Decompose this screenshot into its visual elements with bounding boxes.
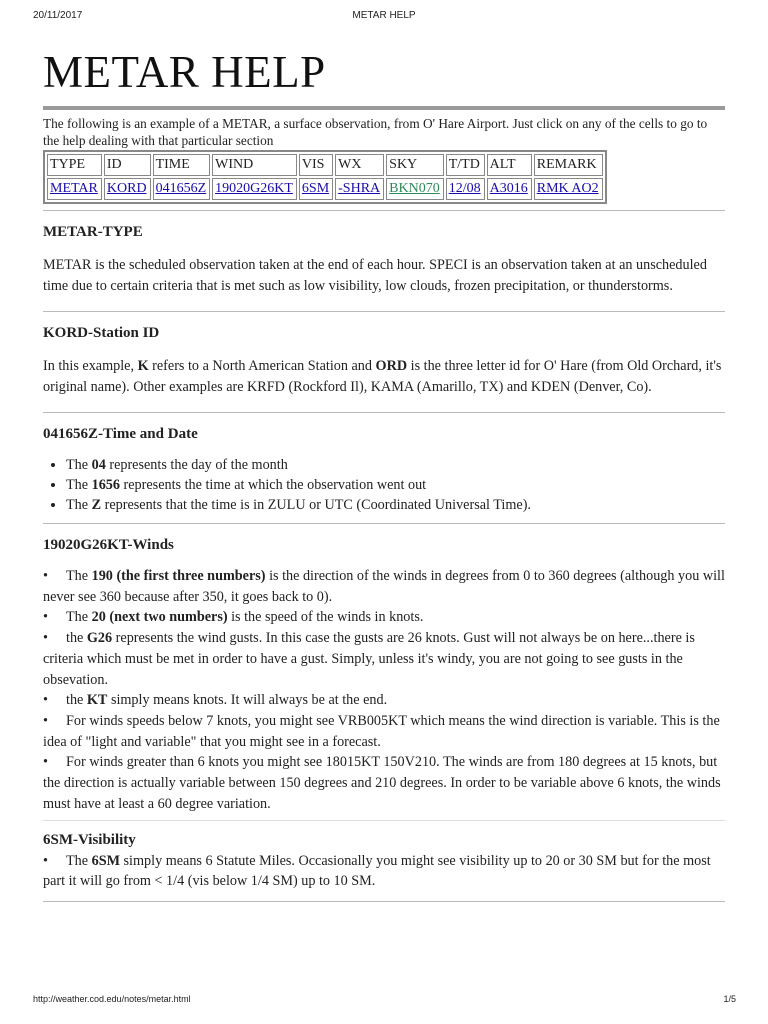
section-station-id [43,324,725,398]
header-cell-time: TIME [153,154,211,176]
visibility-text [43,851,725,891]
link-vis[interactable]: 6SM [301,181,330,196]
body-text: In this example, [43,358,138,374]
section-heading: METAR-TYPE [43,224,143,240]
body-bold: K [137,358,149,374]
list-item: • The 6SM simply means 6 Statute Miles. Occasionally you might see visibility up to 20 or 30 SM but for the most part it will go from < 1/4 (vis below 1/4 SM) up to 10 SM. [43,853,711,889]
body-text: is the three letter id for O' Hare (from Old Orchard, it's original name). Other examples are KRFD (Rockford Il), KAMA (Amarillo, TX) and KDEN (Denver, Co). [43,358,722,395]
metar-table-link-row [47,178,603,200]
print-title: METAR HELP [352,10,416,21]
section-divider [43,820,725,821]
section-divider [43,210,725,211]
link-sky[interactable]: BKN070 [389,181,440,196]
section-heading: 041656Z-Time and Date [43,426,198,442]
header-cell-id: ID [104,154,151,176]
print-header [0,10,768,24]
link-metar[interactable]: METAR [50,181,98,196]
list-item: • the KT simply means knots. It will always be at the end. [43,690,725,711]
page-title: METAR HELP [43,47,326,97]
link-wx[interactable]: -SHRA [338,181,381,196]
header-cell-remark: REMARK [534,154,603,176]
metar-table-header-row [47,154,603,176]
header-cell-type: TYPE [47,154,102,176]
page-number: 1/5 [723,994,736,1004]
section-body: METAR is the scheduled observation taken at the end of each hour. SPECI is an observation taken at an unscheduled time due to certain criteria that is met such as low visibility, low clouds, frozen precipitation, or thunderstorms. [43,257,707,294]
section-divider [43,523,725,524]
header-cell-vis: VIS [299,154,333,176]
section-winds [43,536,725,814]
header-cell-wx: WX [335,154,384,176]
list-item: • The 04 represents the day of the month [66,455,725,475]
header-cell-ttd: T/TD [446,154,485,176]
page-content [43,44,725,902]
link-ttd[interactable]: 12/08 [448,181,481,196]
metar-table [43,150,607,204]
print-date: 20/11/2017 [33,10,83,21]
section-divider [43,412,725,413]
body-text: refers to a North American Station and [148,358,376,374]
link-kord[interactable]: KORD [106,181,147,196]
list-item: • The 1656 represents the time at which the observation went out [66,475,725,495]
winds-list [43,566,725,814]
list-item: • the G26 represents the wind gusts. In this case the gusts are 26 knots. Gust will not always be on here...there is criteria which must be met in order to have a gust. Simply, unless it's windy, you are not going to see gusts in the obsevation. [43,628,725,690]
list-item: • The Z represents that the time is in ZULU or UTC (Coordinated Universal Time). [66,495,725,515]
body-bold: ORD [375,358,408,374]
link-alt[interactable]: A3016 [489,181,528,196]
list-item: • For winds speeds below 7 knots, you might see VRB005KT which means the wind direction is variable. This is the idea of "light and variable" that you might see in a forecast. [43,711,725,752]
section-visibility [43,831,725,891]
section-heading: 6SM-Visibility [43,832,136,849]
section-heading: 19020G26KT-Winds [43,537,174,553]
time-list [43,455,725,515]
section-divider [43,311,725,312]
section-time-date [43,425,725,515]
header-cell-sky: SKY [386,154,444,176]
list-item: • The 20 (next two numbers) is the speed of the winds in knots. [43,607,725,628]
intro-text: The following is an example of a METAR, a surface observation, from O' Hare Airport. Just click on any of the cells to go to the help dealing with that particular section [43,116,708,148]
header-cell-wind: WIND [212,154,297,176]
link-time[interactable]: 041656Z [155,181,207,196]
section-heading: KORD-Station ID [43,325,160,341]
print-url: http://weather.cod.edu/notes/metar.html [33,994,191,1004]
section-divider [43,901,725,902]
list-item: • The 190 (the first three numbers) is the direction of the winds in degrees from 0 to 360 degrees (although you will never see 360 because after 350, it goes back to 0). [43,566,725,607]
link-wind[interactable]: 19020G26KT [215,181,293,196]
print-footer [0,994,768,1008]
section-body [43,356,725,398]
list-item: • For winds greater than 6 knots you might see 18015KT 150V210. The winds are from 180 degrees at 15 knots, but the direction is actually variable between 150 degrees and 210 degrees. In order to be variable above 6 knots, the winds must have at least a 60 degree variation. [43,752,725,814]
title-divider [43,106,725,110]
header-cell-alt: ALT [487,154,532,176]
section-metar-type [43,223,725,297]
link-remark[interactable]: RMK AO2 [536,181,599,196]
